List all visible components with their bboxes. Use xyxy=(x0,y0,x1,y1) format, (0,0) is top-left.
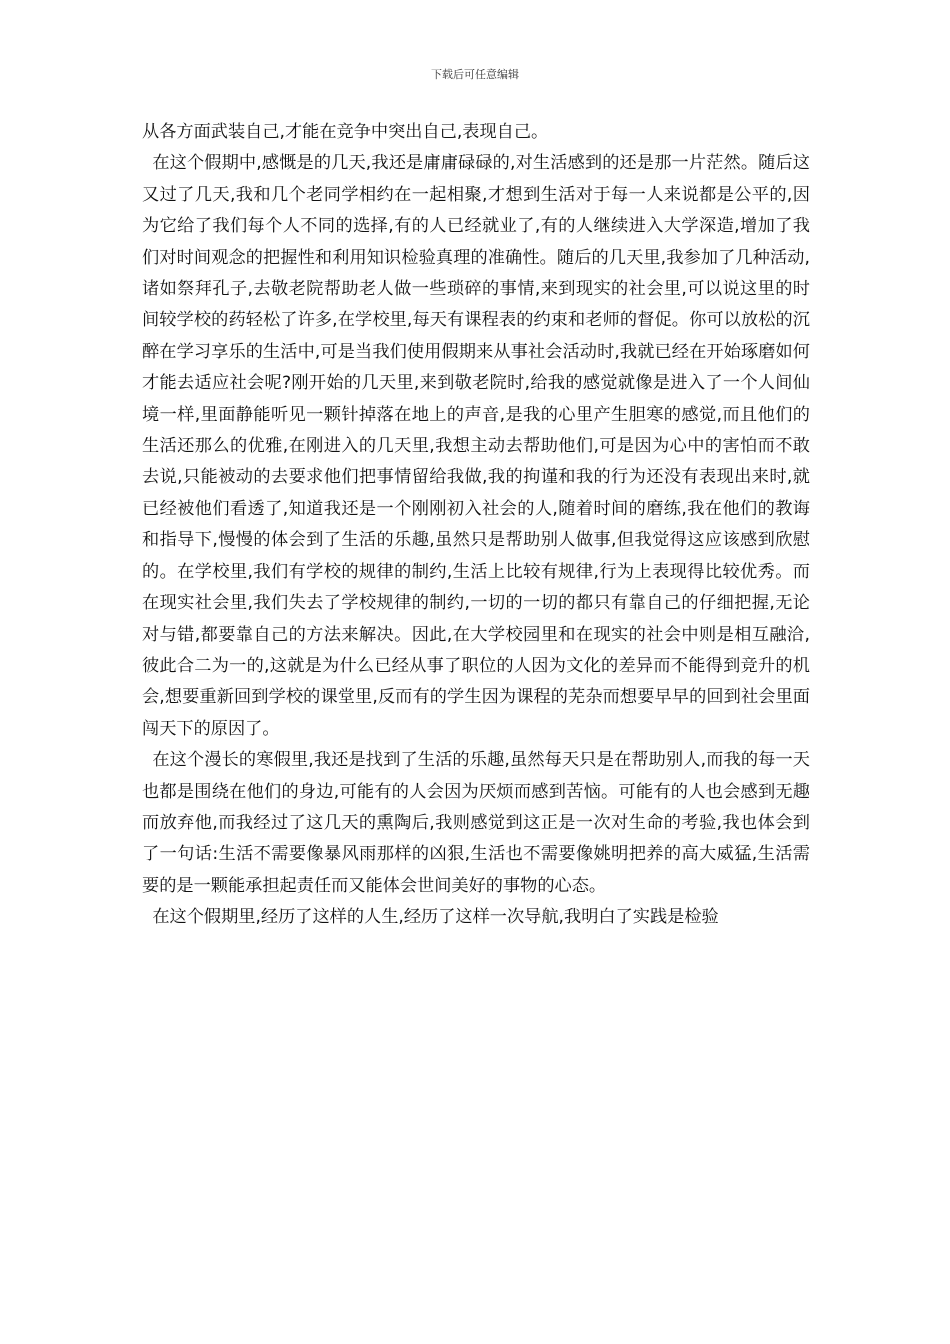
document-body xyxy=(142,117,810,934)
paragraph: 在这个假期中,感慨是的几天,我还是庸庸碌碌的,对生活感到的还是那一片茫然。随后这又过了几天,我和几个老同学相约在一起相聚,才想到生活对于每一人来说都是公平的,因为它给了我们每个人不同的选择,有的人已经就业了,有的人继续进入大学深造,增加了我们对时间观念的把握性和利用知识检验真理的准确性。随后的几天里,我参加了几种活动,诸如祭拜孔子,去敬老院帮助老人做一些琐碎的事情,来到现实的社会里,可以说这里的时间较学校的药轻松了许多,在学校里,每天有课程表的约束和老师的督促。你可以放松的沉醉在学习享乐的生活中,可是当我们使用假期来从事社会活动时,我就已经在开始琢磨如何才能去适应社会呢?刚开始的几天里,来到敬老院时,给我的感觉就像是进入了一个人间仙境一样,里面静能听见一颗针掉落在地上的声音,是我的心里产生胆寒的感觉,而且他们的生活还那么的优雅,在刚进入的几天里,我想主动去帮助他们,可是因为心中的害怕而不敢去说,只能被动的去要求他们把事情留给我做,我的拘谨和我的行为还没有表现出来时,就已经被他们看透了,知道我还是一个刚刚初入社会的人,随着时间的磨练,我在他们的教诲和指导下,慢慢的体会到了生活的乐趣,虽然只是帮助别人做事,但我觉得这应该感到欣慰的。在学校里,我们有学校的规律的制约,生活上比较有规律,行为上表现得比较优秀。而在现实社会里,我们失去了学校规律的制约,一切的一切的都只有靠自己的仔细把握,无论对与错,都要靠自己的方法来解决。因此,在大学校园里和在现实的社会中则是相互融洽,彼此合二为一的,这就是为什么已经从事了职位的人因为文化的差异而不能得到竞升的机会,想要重新回到学校的课堂里,反而有的学生因为课程的芜杂而想要早早的回到社会里面闯天下的原因了。 xyxy=(142,153,810,739)
paragraph: 从各方面武装自己,才能在竞争中突出自己,表现自己。 xyxy=(142,122,549,142)
page-header: 下载后可任意编辑 xyxy=(431,68,519,81)
paragraph: 在这个漫长的寒假里,我还是找到了生活的乐趣,虽然每天只是在帮助别人,而我的每一天也都是围绕在他们的身边,可能有的人会因为厌烦而感到苦恼。可能有的人也会感到无趣而放弃他,而我经过了这几天的熏陶后,我则感觉到这正是一次对生命的考验,我也体会到了一句话:生活不需要像暴风雨那样的凶狠,生活也不需要像姚明把养的高大威猛,生活需要的是一颗能承担起责任而又能体会世间美好的事物的心态。 xyxy=(142,750,810,896)
paragraph: 在这个假期里,经历了这样的人生,经历了这样一次导航,我明白了实践是检验 xyxy=(152,907,719,928)
